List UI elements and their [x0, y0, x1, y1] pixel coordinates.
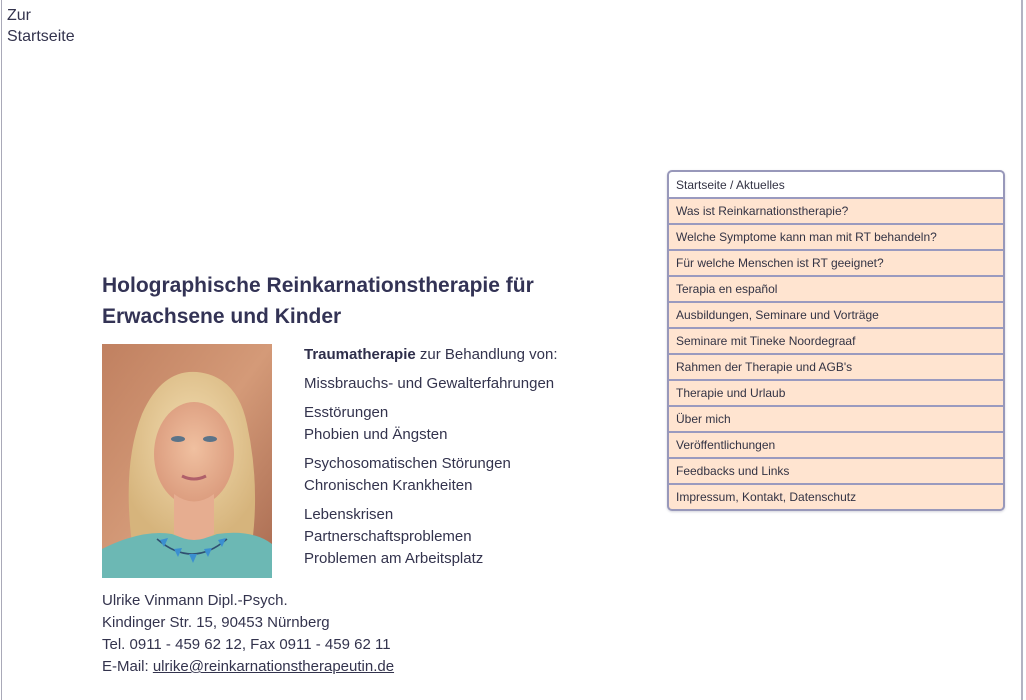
nav-item-seminare-tineke[interactable]: Seminare mit Tineke Noordegraaf — [669, 329, 1003, 353]
contact-email-row — [102, 656, 394, 678]
therapy-item: Phobien und Ängsten — [304, 426, 448, 443]
email-link[interactable]: ulrike@reinkarnationstherapeutin.de — [152, 658, 395, 675]
therapy-group-3 — [304, 453, 558, 497]
therapy-group-2 — [304, 402, 558, 446]
therapy-intro-bold: Traumatherapie — [304, 346, 416, 363]
nav-item-symptome[interactable]: Welche Symptome kann man mit RT behandeln? — [669, 225, 1003, 249]
therapy-item: Partnerschaftsproblemen — [304, 528, 472, 545]
nav-item-startseite[interactable]: Startseite / Aktuelles — [669, 172, 1003, 197]
page-title: Holographische Reinkarnationstherapie für Erwachsene und Kinder — [102, 274, 534, 328]
main-navigation — [667, 170, 1005, 511]
home-link[interactable]: Zur Startseite — [7, 7, 75, 45]
nav-item-veroeffentlichungen[interactable]: Veröffentlichungen — [669, 433, 1003, 457]
nav-item-rahmen-agb[interactable]: Rahmen der Therapie und AGB's — [669, 355, 1003, 379]
contact-name: Ulrike Vinmann Dipl.-Psych. — [102, 592, 288, 609]
email-label: E-Mail: — [102, 658, 153, 675]
therapy-intro-rest: zur Behandlung von: — [415, 346, 558, 363]
therapy-item: Chronischen Krankheiten — [304, 477, 473, 494]
nav-item-therapie-urlaub[interactable]: Therapie und Urlaub — [669, 381, 1003, 405]
contact-address: Kindinger Str. 15, 90453 Nürnberg — [102, 614, 330, 631]
therapy-list — [304, 344, 558, 577]
contact-phone: Tel. 0911 - 459 62 12, Fax 0911 - 459 62 11 — [102, 636, 391, 653]
therapy-group-4 — [304, 504, 558, 570]
nav-item-ueber-mich[interactable]: Über mich — [669, 407, 1003, 431]
contact-block — [102, 590, 394, 678]
therapy-item: Psychosomatischen Störungen — [304, 455, 511, 472]
therapy-intro — [304, 344, 558, 366]
portrait-image — [102, 344, 272, 578]
therapy-item: Missbrauchs- und Gewalterfahrungen — [304, 375, 555, 392]
therapy-item: Problemen am Arbeitsplatz — [304, 550, 484, 567]
nav-item-ausbildungen[interactable]: Ausbildungen, Seminare und Vorträge — [669, 303, 1003, 327]
nav-item-espanol[interactable]: Terapia en español — [669, 277, 1003, 301]
nav-item-impressum[interactable]: Impressum, Kontakt, Datenschutz — [669, 485, 1003, 509]
therapy-group-1 — [304, 373, 558, 395]
therapy-item: Esstörungen — [304, 404, 389, 421]
nav-item-was-ist-rt[interactable]: Was ist Reinkarnationstherapie? — [669, 199, 1003, 223]
therapy-item: Lebenskrisen — [304, 506, 394, 523]
nav-item-menschen[interactable]: Für welche Menschen ist RT geeignet? — [669, 251, 1003, 275]
nav-item-feedbacks[interactable]: Feedbacks und Links — [669, 459, 1003, 483]
